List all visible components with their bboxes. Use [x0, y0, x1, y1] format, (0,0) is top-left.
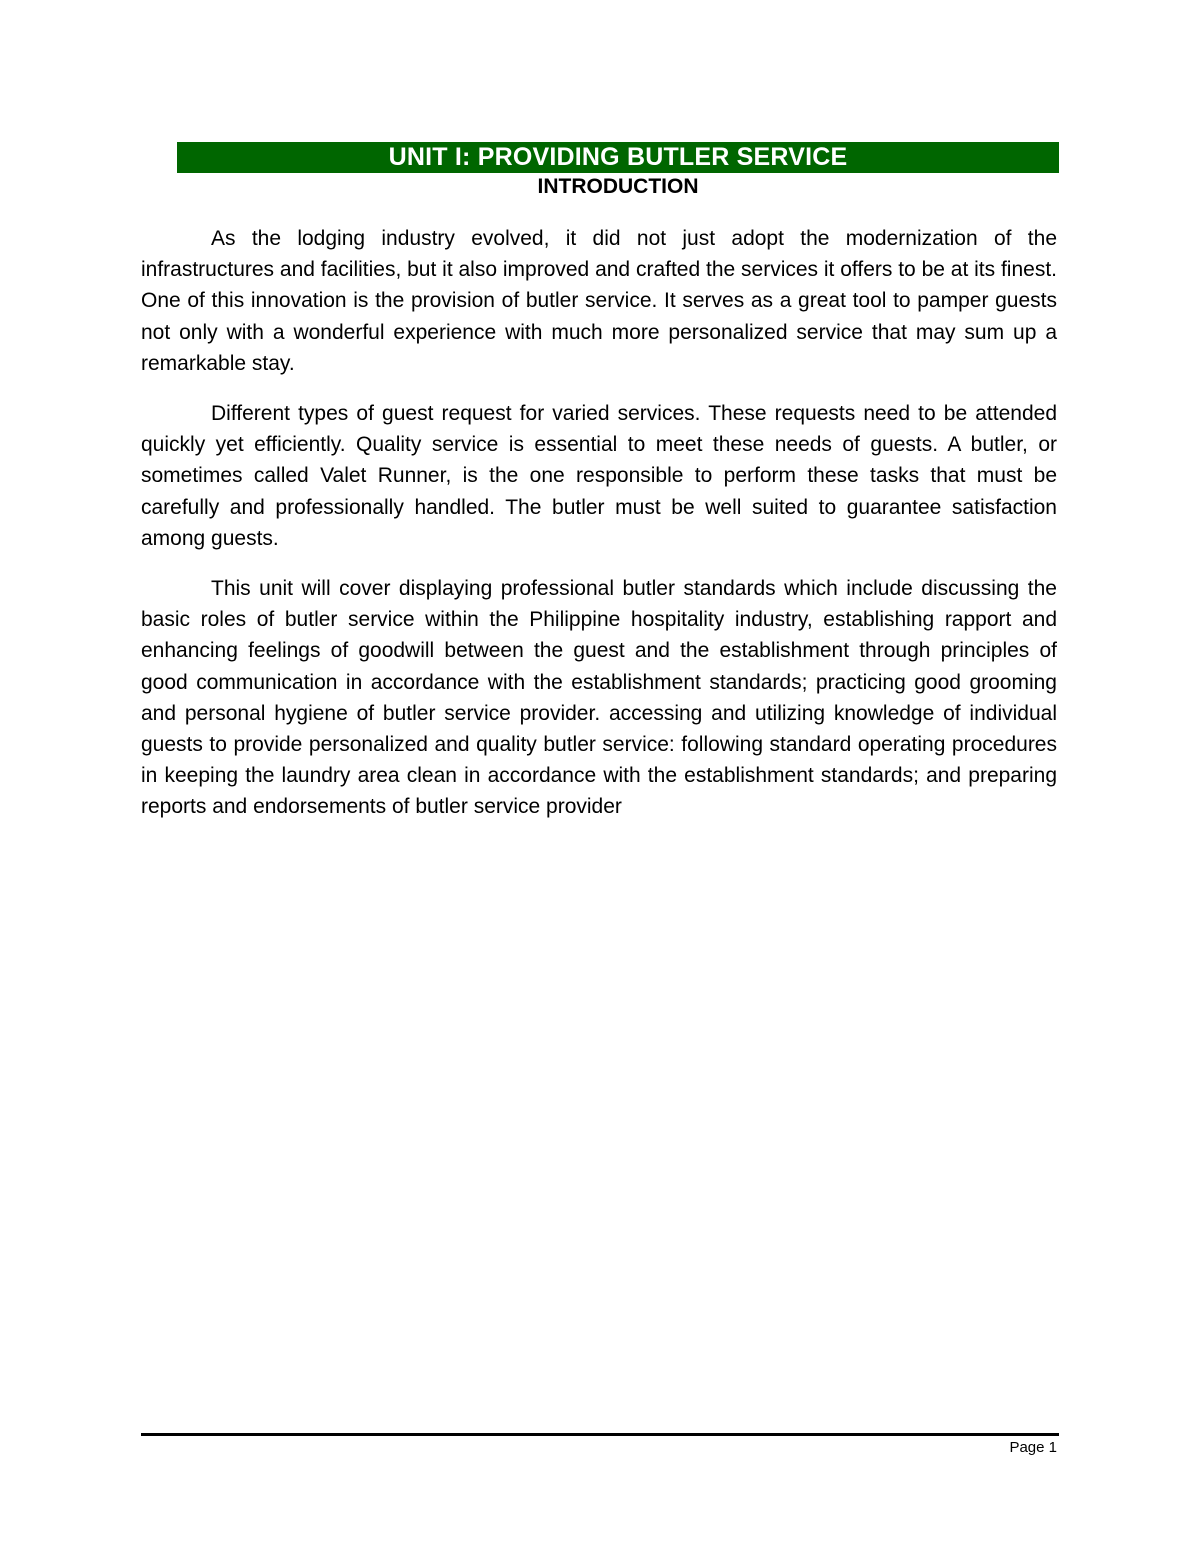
- document-body: [141, 223, 1057, 842]
- section-heading: INTRODUCTION: [537, 175, 699, 198]
- paragraph: This unit will cover displaying professional butler standards which include discussing the basic roles of butler service within the Philippine hospitality industry, establishing rapport and enhancing feelings of goodwill between the guest and the establishment through principles of good communication in accordance with the establishment standards; practicing good grooming and personal hygiene of butler service provider. accessing and utilizing knowledge of individual guests to provide personalized and quality butler service: following standard operating procedures in keeping the laundry area clean in accordance with the establishment standards; and preparing reports and endorsements of butler service provider: [141, 577, 1057, 819]
- footer-divider: [141, 1433, 1059, 1436]
- page-number: Page 1: [1009, 1439, 1057, 1456]
- paragraph: Different types of guest request for varied services. These requests need to be attended quickly yet efficiently. Quality service is essential to meet these needs of guests. A butler, or sometimes called Valet Runner, is the one responsible to perform these tasks that must be carefully and professionally handled. The butler must be well suited to guarantee satisfaction among guests.: [141, 402, 1057, 550]
- paragraph: As the lodging industry evolved, it did not just adopt the modernization of the infrastructures and facilities, but it also improved and crafted the services it offers to be at its finest. One of this innovation is the provision of butler service. It serves as a great tool to pamper guests not only with a wonderful experience with much more personalized service that may sum up a remarkable stay.: [141, 227, 1057, 375]
- unit-title: UNIT I: PROVIDING BUTLER SERVICE: [177, 142, 1059, 173]
